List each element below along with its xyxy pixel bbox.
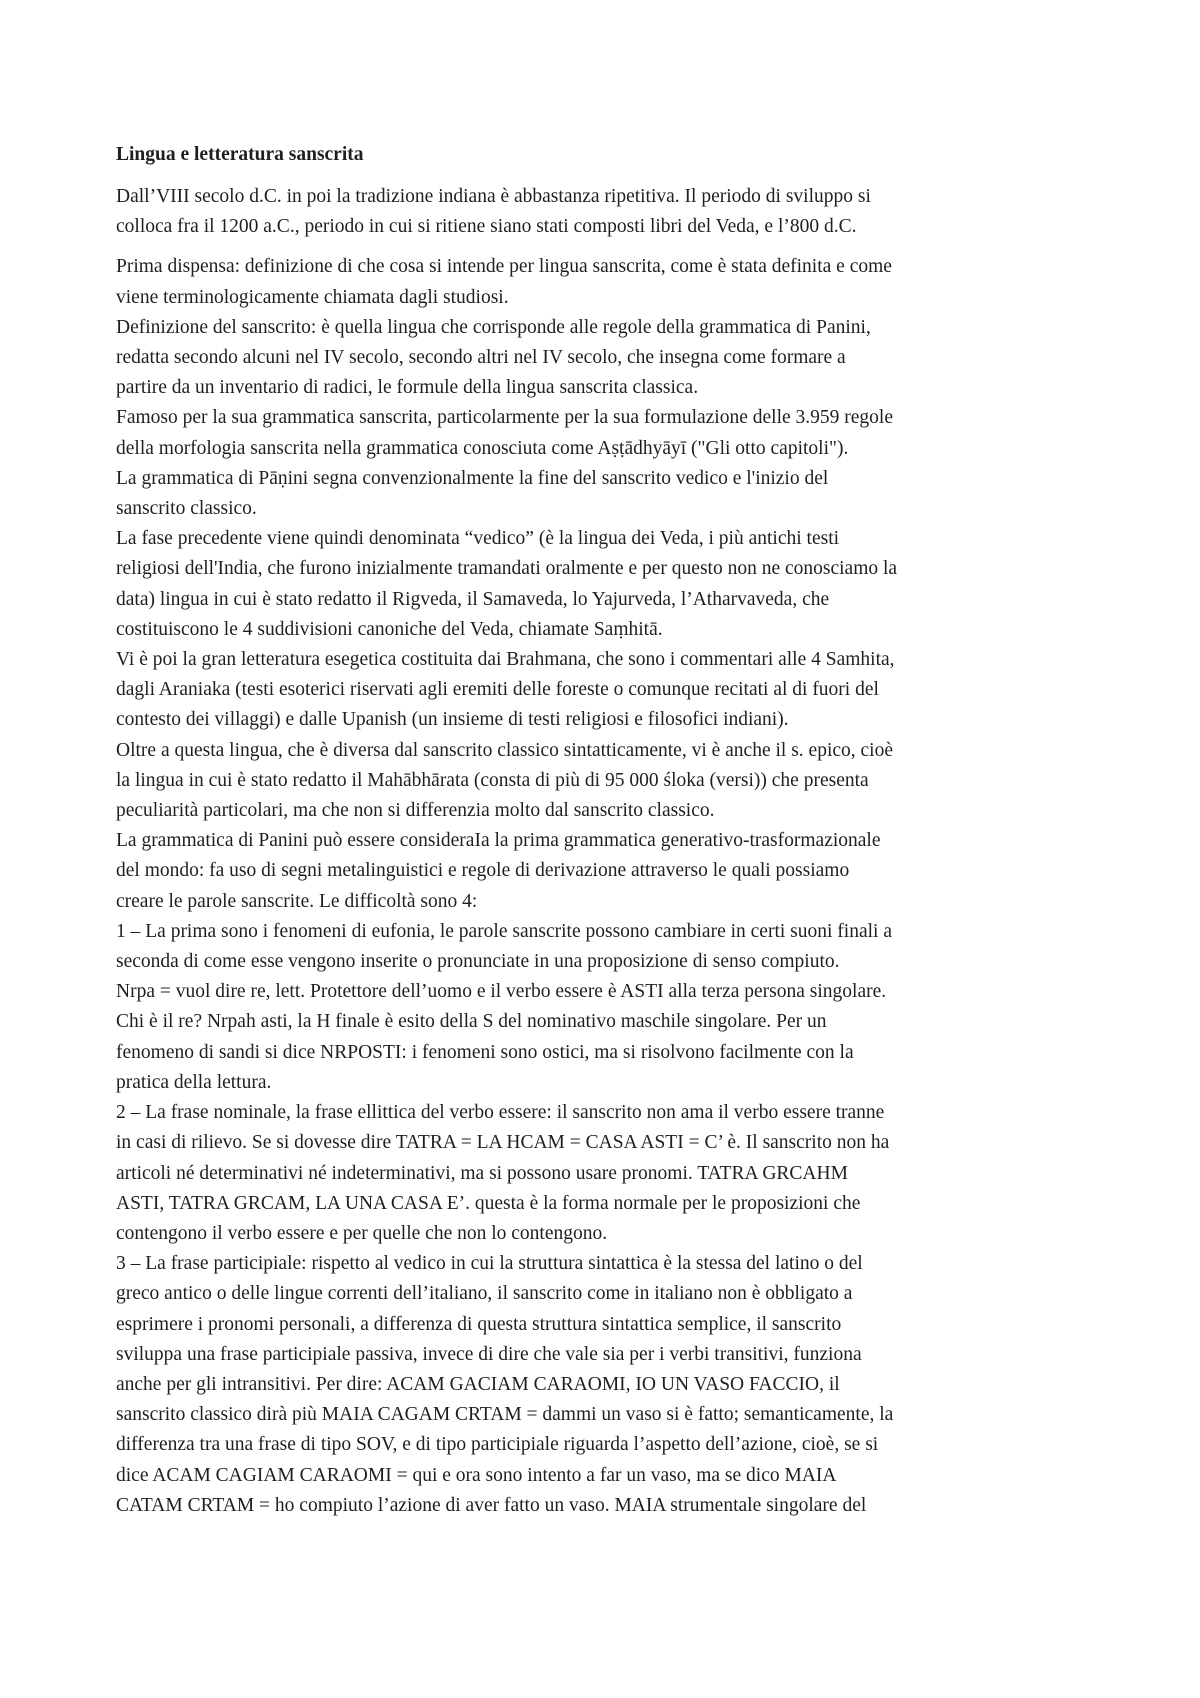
- text-line: colloca fra il 1200 a.C., periodo in cui si ritiene siano stati composti libri del Veda, e l’800 d.C.: [116, 216, 857, 238]
- text-line: La grammatica di Panini può essere consideraIa la prima grammatica generativo-trasformazionale: [116, 830, 881, 852]
- text-line: Chi è il re? Nrpah asti, la H finale è esito della S del nominativo maschile singolare. Per un: [116, 1011, 827, 1033]
- text-line: 2 – La frase nominale, la frase ellittica del verbo essere: il sanscrito non ama il verbo essere tranne: [116, 1102, 885, 1124]
- document-title: Lingua e letteratura sanscrita: [116, 144, 364, 165]
- text-line: contesto dei villaggi) e dalle Upanish (un insieme di testi religiosi e filosofici indiani).: [116, 709, 789, 731]
- document-page: [116, 140, 1096, 1521]
- text-line: differenza tra una frase di tipo SOV, e di tipo participiale riguarda l’aspetto dell’azione, cioè, se si: [116, 1434, 879, 1456]
- text-line: Prima dispensa: definizione di che cosa si intende per lingua sanscrita, come è stata definita e come: [116, 256, 892, 278]
- body-text: [116, 252, 1096, 1521]
- text-line: dagli Araniaka (testi esoterici riservati agli eremiti delle foreste o comunque recitati al di fuori del: [116, 679, 879, 701]
- text-line: Definizione del sanscrito: è quella lingua che corrisponde alle regole della grammatica di Panini,: [116, 316, 871, 338]
- text-line: sanscrito classico.: [116, 498, 257, 520]
- text-line: redatta secondo alcuni nel IV secolo, secondo altri nel IV secolo, che insegna come formare a: [116, 347, 846, 369]
- text-line: Oltre a questa lingua, che è diversa dal sanscrito classico sintatticamente, vi è anche il s. epico, cioè: [116, 739, 894, 761]
- text-line: 1 – La prima sono i fenomeni di eufonia, le parole sanscrite possono cambiare in certi suoni finali a: [116, 920, 892, 942]
- text-line: Nrpa = vuol dire re, lett. Protettore dell’uomo e il verbo essere è ASTI alla terza persona singolare.: [116, 981, 887, 1003]
- text-line: in casi di rilievo. Se si dovesse dire TATRA = LA HCAM = CASA ASTI = C’ è. Il sanscrito non ha: [116, 1132, 890, 1154]
- text-line: viene terminologicamente chiamata dagli studiosi.: [116, 286, 509, 308]
- text-line: sviluppa una frase participiale passiva, invece di dire che vale sia per i verbi transitivi, funziona: [116, 1343, 862, 1365]
- text-line: del mondo: fa uso di segni metalinguistici e regole di derivazione attraverso le quali possiamo: [116, 860, 850, 882]
- text-line: Vi è poi la gran letteratura esegetica costituita dai Brahmana, che sono i commentari alle 4 Samhita,: [116, 649, 895, 671]
- text-line: la lingua in cui è stato redatto il Mahābhārata (consta di più di 95 000 śloka (versi)) che presenta: [116, 769, 869, 791]
- intro-paragraph: [116, 182, 1096, 242]
- text-line: seconda di come esse vengono inserite o pronunciate in una proposizione di senso compiuto.: [116, 951, 840, 973]
- text-line: religiosi dell'India, che furono inizialmente tramandati oralmente e per questo non ne conosciamo la: [116, 558, 898, 580]
- text-line: La fase precedente viene quindi denominata “vedico” (è la lingua dei Veda, i più antichi testi: [116, 528, 840, 550]
- text-line: peculiarità particolari, ma che non si differenzia molto dal sanscrito classico.: [116, 800, 715, 822]
- text-line: creare le parole sanscrite. Le difficoltà sono 4:: [116, 890, 478, 912]
- text-line: contengono il verbo essere e per quelle che non lo contengono.: [116, 1222, 608, 1244]
- text-line: ASTI, TATRA GRCAM, LA UNA CASA E’. questa è la forma normale per le proposizioni che: [116, 1192, 861, 1214]
- text-line: dice ACAM CAGIAM CARAOMI = qui e ora sono intento a far un vaso, ma se dico MAIA: [116, 1464, 837, 1486]
- text-line: pratica della lettura.: [116, 1071, 272, 1093]
- text-line: partire da un inventario di radici, le formule della lingua sanscrita classica.: [116, 377, 699, 399]
- text-line: della morfologia sanscrita nella grammatica conosciuta come Aṣṭādhyāyī ("Gli otto capitoli").: [116, 437, 849, 459]
- text-line: 3 – La frase participiale: rispetto al vedico in cui la struttura sintattica è la stessa del latino o del: [116, 1253, 863, 1275]
- text-line: Dall’VIII secolo d.C. in poi la tradizione indiana è abbastanza ripetitiva. Il periodo di sviluppo si: [116, 186, 871, 207]
- text-line: La grammatica di Pāṇini segna convenzionalmente la fine del sanscrito vedico e l'inizio del: [116, 467, 829, 489]
- text-line: costituiscono le 4 suddivisioni canoniche del Veda, chiamate Saṃhitā.: [116, 618, 663, 640]
- text-line: data) lingua in cui è stato redatto il Rigveda, il Samaveda, lo Yajurveda, l’Atharvaveda, che: [116, 588, 830, 610]
- text-line: Famoso per la sua grammatica sanscrita, particolarmente per la sua formulazione delle 3.959 regole: [116, 407, 893, 429]
- text-line: articoli né determinativi né indeterminativi, ma si possono usare pronomi. TATRA GRCAHM: [116, 1162, 848, 1184]
- text-line: anche per gli intransitivi. Per dire: ACAM GACIAM CARAOMI, IO UN VASO FACCIO, il: [116, 1373, 840, 1395]
- text-line: sanscrito classico dirà più MAIA CAGAM CRTAM = dammi un vaso si è fatto; semanticamente, la: [116, 1404, 894, 1426]
- text-line: fenomeno di sandi si dice NRPOSTI: i fenomeni sono ostici, ma si risolvono facilmente con la: [116, 1041, 854, 1063]
- text-line: greco antico o delle lingue correnti dell’italiano, il sanscrito come in italiano non è obbligato a: [116, 1283, 853, 1305]
- text-line: CATAM CRTAM = ho compiuto l’azione di aver fatto un vaso. MAIA strumentale singolare del: [116, 1494, 867, 1516]
- text-line: esprimere i pronomi personali, a differenza di questa struttura sintattica semplice, il sanscrito: [116, 1313, 842, 1335]
